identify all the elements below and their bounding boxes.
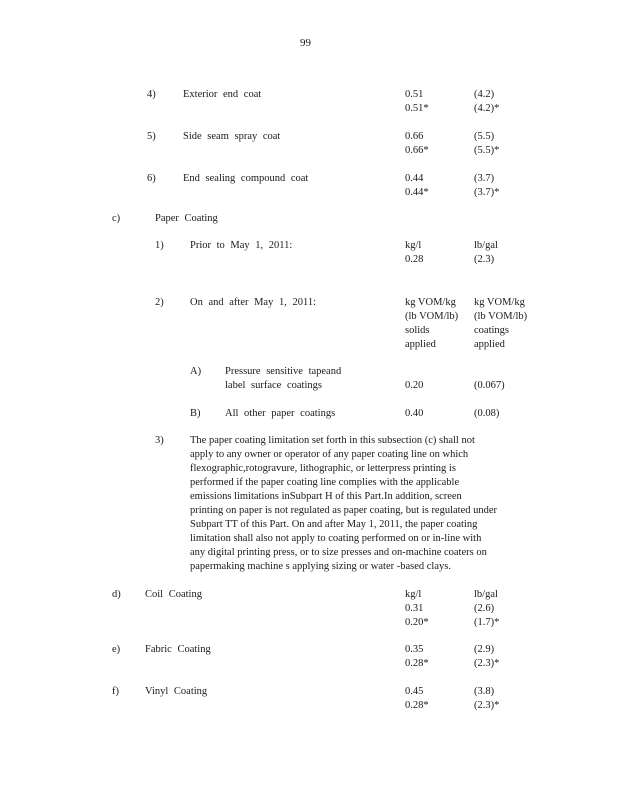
section-title-paper-coating: Paper Coating	[155, 213, 218, 224]
sub-label-pressure-sensitive-cont: label surface coatings	[225, 380, 322, 391]
unit-header-kg: kg/l	[405, 589, 422, 600]
value-kg: 0.20	[405, 380, 424, 391]
value-lb-alt: (5.5)*	[474, 145, 500, 156]
value-lb: (2.3)	[474, 254, 495, 265]
col-header-coatings: (lb VOM/lb)	[474, 311, 528, 322]
paragraph-line: printing on paper is not regulated as paper coating, but is regulated under	[190, 505, 498, 516]
value-kg: 0.51	[405, 89, 424, 100]
value-kg-alt: 0.20*	[405, 617, 429, 628]
value-lb-alt: (2.3)*	[474, 700, 500, 711]
value-kg: 0.66	[405, 131, 424, 142]
paragraph-line: flexographic,rotogravure, lithographic, or letterpress printing is	[190, 463, 456, 474]
paragraph-line: papermaking machine s applying sizing or water -based clays.	[190, 561, 451, 572]
value-kg: 0.44	[405, 173, 424, 184]
item-label-end-sealing-compound-coat: End sealing compound coat	[183, 173, 309, 184]
col-header-coatings: applied	[474, 339, 505, 350]
item-label-side-seam-spray-coat: Side seam spray coat	[183, 131, 281, 142]
value-lb: (2.9)	[474, 644, 495, 655]
value-lb: (5.5)	[474, 131, 495, 142]
paragraph-line: limitation shall also not apply to coating performed on or in-line with	[190, 533, 482, 544]
col-header-solids: kg VOM/kg	[405, 297, 456, 308]
sub-letter: B)	[190, 408, 201, 419]
value-kg-alt: 0.44*	[405, 187, 429, 198]
value-lb: (0.067)	[474, 380, 505, 391]
item-number: 3)	[155, 435, 164, 446]
paragraph-line: apply to any owner or operator of any paper coating line on which	[190, 449, 469, 460]
unit-header-lb: lb/gal	[474, 589, 498, 600]
sub-label-all-other: All other paper coatings	[225, 408, 336, 419]
col-header-solids: (lb VOM/lb)	[405, 311, 459, 322]
value-kg-alt: 0.28*	[405, 700, 429, 711]
section-title-fabric-coating: Fabric Coating	[145, 644, 211, 655]
value-lb: (3.8)	[474, 686, 495, 697]
value-lb: (0.08)	[474, 408, 500, 419]
unit-header-lb: lb/gal	[474, 240, 498, 251]
value-lb: (4.2)	[474, 89, 495, 100]
col-header-coatings: kg VOM/kg	[474, 297, 525, 308]
sub-letter: A)	[190, 366, 202, 377]
item-label-exterior-end-coat: Exterior end coat	[183, 89, 262, 100]
value-kg: 0.45	[405, 686, 424, 697]
value-lb-alt: (1.7)*	[474, 617, 500, 628]
value-lb: (3.7)	[474, 173, 495, 184]
col-header-coatings: coatings	[474, 325, 509, 336]
item-number: 5)	[147, 131, 156, 142]
page-number: 99	[300, 37, 311, 49]
section-letter: d)	[112, 589, 121, 600]
paragraph-line: The paper coating limitation set forth in this subsection (c) shall not	[190, 435, 475, 446]
value-kg-alt: 0.66*	[405, 145, 429, 156]
col-header-solids: applied	[405, 339, 436, 350]
col-header-solids: solids	[405, 325, 430, 336]
item-number: 6)	[147, 173, 156, 184]
section-title-coil-coating: Coil Coating	[145, 589, 202, 600]
value-lb-alt: (3.7)*	[474, 187, 500, 198]
section-letter: c)	[112, 213, 121, 224]
paragraph-line: performed if the paper coating line complies with the applicable	[190, 477, 460, 488]
item-number: 2)	[155, 297, 164, 308]
limitation-paragraph	[190, 434, 540, 574]
unit-header-kg: kg/l	[405, 240, 422, 251]
value-kg: 0.40	[405, 408, 424, 419]
paragraph-line: Subpart TT of this Part. On and after May 1, 2011, the paper coating	[190, 519, 478, 530]
value-kg: 0.28	[405, 254, 424, 265]
item-number: 1)	[155, 240, 164, 251]
item-number: 4)	[147, 89, 156, 100]
value-kg: 0.35	[405, 644, 424, 655]
value-kg-alt: 0.51*	[405, 103, 429, 114]
value-kg: 0.31	[405, 603, 424, 614]
value-lb-alt: (4.2)*	[474, 103, 500, 114]
section-letter: e)	[112, 644, 121, 655]
value-lb-alt: (2.3)*	[474, 658, 500, 669]
value-kg-alt: 0.28*	[405, 658, 429, 669]
section-title-vinyl-coating: Vinyl Coating	[145, 686, 208, 697]
paragraph-line: emissions limitations inSubpart H of this Part.In addition, screen	[190, 491, 462, 502]
section-letter: f)	[112, 686, 119, 697]
item-label-prior: Prior to May 1, 2011:	[190, 240, 293, 251]
paragraph-line: any digital printing press, or to size presses and on-machine coaters on	[190, 547, 487, 558]
item-label-on-and-after: On and after May 1, 2011:	[190, 297, 316, 308]
sub-label-pressure-sensitive: Pressure sensitive tapeand	[225, 366, 342, 377]
value-lb: (2.6)	[474, 603, 495, 614]
